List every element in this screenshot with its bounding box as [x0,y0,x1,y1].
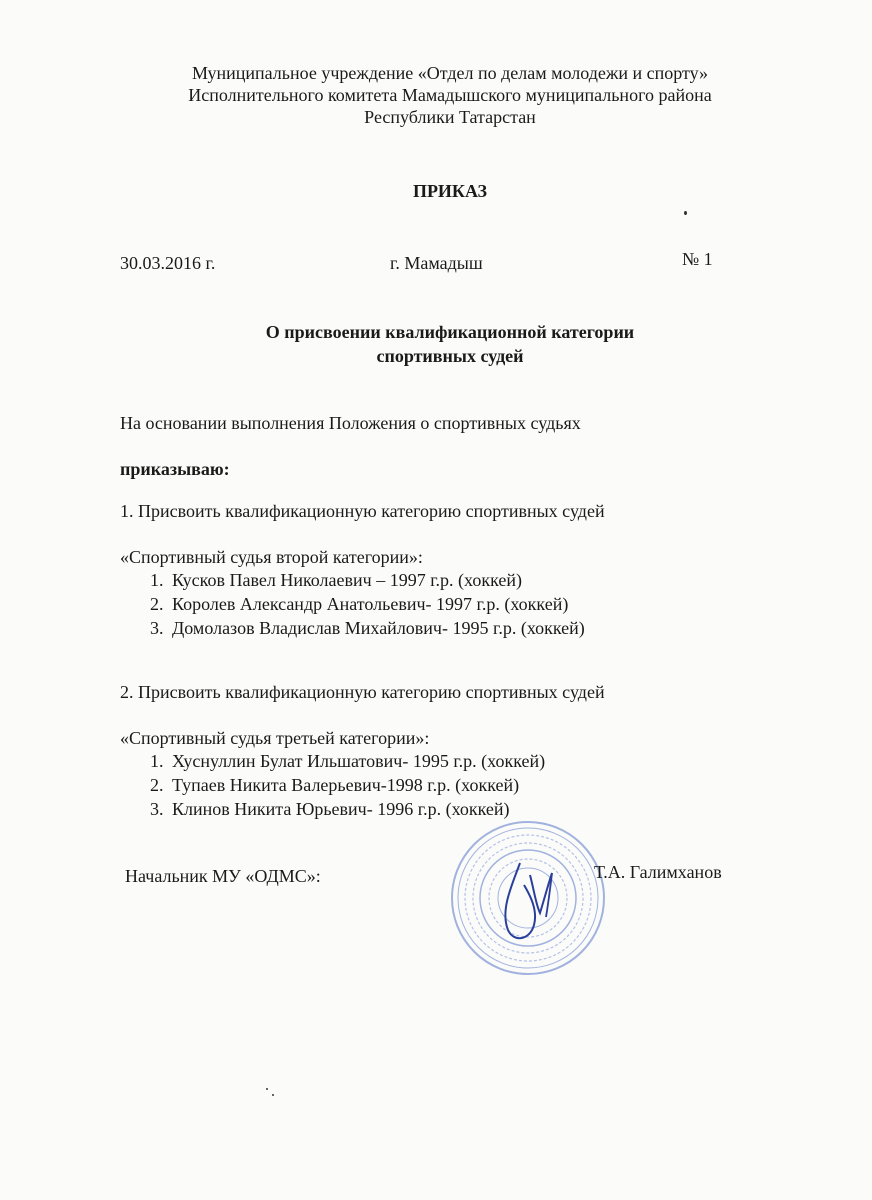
list-item [150,773,545,797]
list-item-text: Тупаев Никита Валерьевич-1998 г.р. (хоккей) [172,775,520,795]
organization-header [0,62,872,128]
header-line-3: Республики Татарстан [364,107,536,127]
header-line-2: Исполнительного комитета Мамадышского муниципального района [188,85,712,105]
basis-text: На основании выполнения Положения о спортивных судьях [120,413,581,433]
scan-speck [266,1088,268,1090]
document-number: № 1 [682,249,713,269]
list-item-text: Королев Александр Анатольевич- 1997 г.р. (хоккей) [172,594,569,614]
scan-speck [272,1094,274,1096]
section-1-heading: 1. Присвоить квалификационную категорию спортивных судей [120,501,605,521]
list-item-text: Клинов Никита Юрьевич- 1996 г.р. (хоккей) [172,799,510,819]
handwritten-signature [490,855,560,945]
scan-speck [684,211,687,215]
list-item-text: Кусков Павел Николаевич – 1997 г.р. (хоккей) [172,570,523,590]
subject-line-2: спортивных судей [376,346,524,366]
document-date: 30.03.2016 г. [120,253,216,273]
document-subject [0,320,872,368]
list-item-number: 1. [150,751,164,771]
list-item-text: Домолазов Владислав Михайлович- 1995 г.р. (хоккей) [172,618,585,638]
section-2-list [150,749,545,821]
header-line-1: Муниципальное учреждение «Отдел по делам молодежи и спорту» [191,63,709,83]
list-item-text: Хуснуллин Булат Ильшатович- 1995 г.р. (хоккей) [172,751,546,771]
section-1-list [150,568,585,640]
list-item [150,592,585,616]
list-item-number: 2. [150,775,164,795]
list-item [150,568,585,592]
list-item [150,749,545,773]
document-city: г. Мамадыш [390,253,483,273]
list-item-number: 2. [150,594,164,614]
subject-line-1: О присвоении квалификационной категории [265,322,635,342]
signatory-title: Начальник МУ «ОДМС»: [125,866,321,886]
section-2-category: «Спортивный судья третьей категории»: [120,728,430,748]
section-2-heading: 2. Присвоить квалификационную категорию спортивных судей [120,682,605,702]
order-word: приказываю: [120,459,230,479]
list-item-number: 3. [150,799,164,819]
document-title: ПРИКАЗ [412,181,488,201]
list-item-number: 3. [150,618,164,638]
list-item-number: 1. [150,570,164,590]
list-item [150,616,585,640]
signatory-name: Т.А. Галимханов [594,862,722,882]
section-1-category: «Спортивный судья второй категории»: [120,547,423,567]
